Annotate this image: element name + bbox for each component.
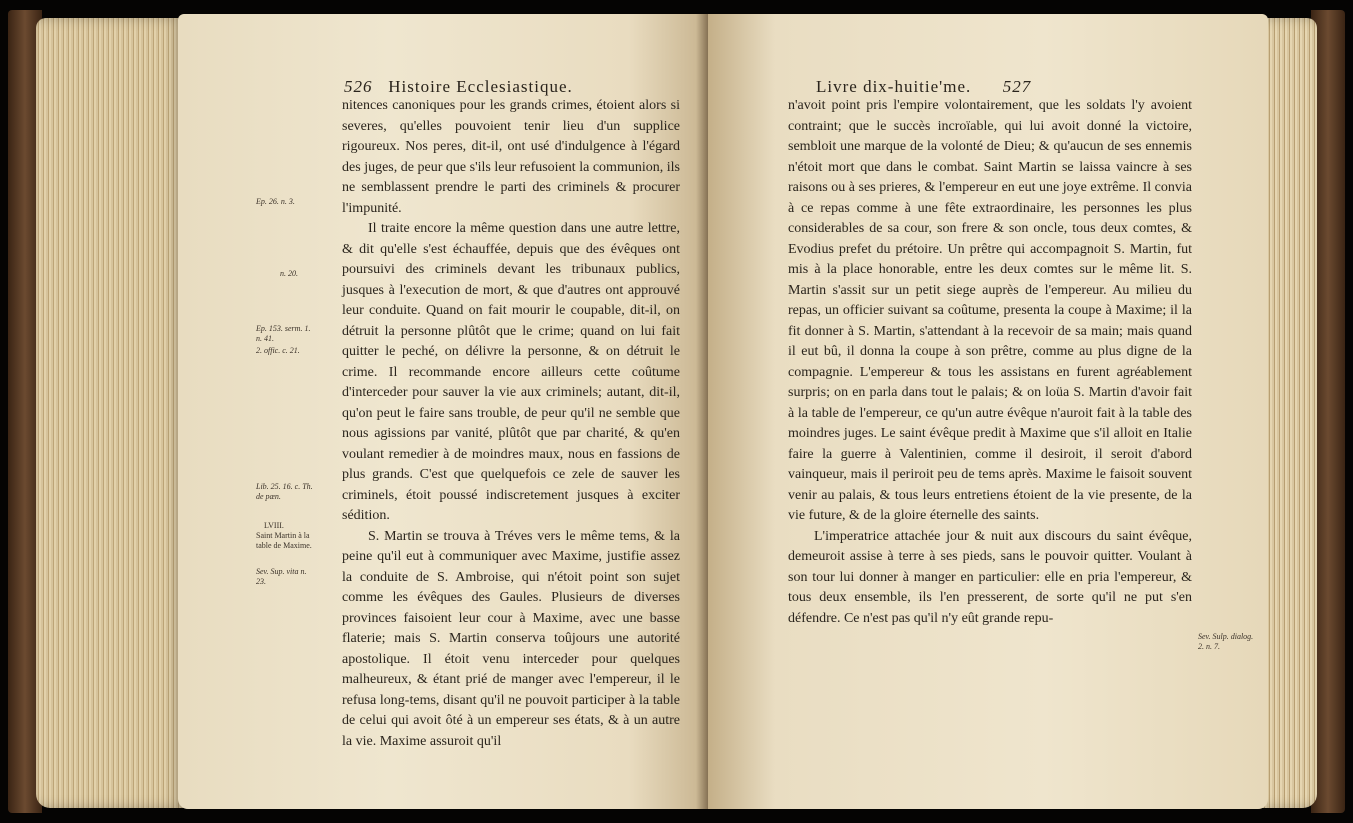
right-page <box>708 14 1268 809</box>
page-edges-left <box>36 18 184 808</box>
paragraph: nitences canoniques pour les grands crimes, étoient alors si severes, qu'elles pouvoient tenir lieu d'un supplice rigoureux. Nos peres, dit-il, ont usé d'indulgence à l'égard des juges, de peur que s'ils leur refusoient la communion, ils ne semblassent prendre le parti des criminels & procurer l'impunité. <box>342 98 680 216</box>
right-running-head <box>816 77 1031 97</box>
left-running-head <box>344 77 573 97</box>
open-book <box>8 10 1345 813</box>
paragraph: S. Martin se trouva à Tréves vers le même tems, & la peine qu'il eut à communiquer avec Maxime, justifie assez la conduite de S. Ambroise, qui n'étoit point son sujet comme les évêques des Gaules. Plusieurs de diverses provinces faisoient leur cour à Maxime, avec une basse flaterie; mais S. Martin conserva toûjours une autorité apostolique. Il étoit venu interceder pour quelques malheureux, & étant prié de manger avec l'empereur, il le refusa long-tems, disant qu'il ne pouvoit participer à la table de celui qui avoit ôté à un empereur ses états, & à un autre la vie. Maxime assuroit qu'il <box>342 528 680 749</box>
margin-note: Sev. Sulp. dialog. 2. n. 7. <box>1198 632 1254 651</box>
paragraph: L'imperatrice attachée jour & nuit aux discours du saint évêque, demeuroit assise à terre à ses pieds, sans le pouvoir quitter. Voulant à son tour lui donner à manger en particulier: elle en pria l'empereur, & tous deux ensemble, ils l'en presserent, de sorte qu'il ne put s'en défendre. Ce n'est pas qu'il n'y eût grande repu- <box>788 528 1192 626</box>
margin-note: Sev. Sup. vita n. 23. <box>256 567 307 586</box>
left-page-number: 526 <box>344 77 373 96</box>
paragraph: Il traite encore la même question dans une autre lettre, & dit qu'elle s'est échauffée, depuis que des évêques ont poursuivi des criminels devant les tribunaux publics, jusques à l'execution de mort, & que d'autres ont approuvé leur conduite. Quand on fait mourir le coupable, dit-il, on détruit la personne plûtôt que le crime; quand on lui fait quitter le peché, on délivre la personne, & on détruit le crime. Il recommande encore ailleurs cette coûtume d'interceder pour sauver la vie aux criminels; autant, dit-il, qu'on peut le faire sans trouble, de peur qu'il ne semble que nous agissions par vanité, plûtôt que par charité, & qu'en voulant remedier à de moindres maux, nous en fassions de plus grands. C'est que quelquefois ce zele de sauver les criminels, étoit poussé indiscretement jusques à exciter sédition. <box>342 221 680 523</box>
right-page-number: 527 <box>1002 77 1032 96</box>
left-body-text <box>342 96 680 752</box>
margin-note: Ep. 26. n. 3. <box>256 197 295 206</box>
margin-note: 2. offic. c. 21. <box>256 346 300 355</box>
section-number: LVIII. <box>264 521 284 530</box>
right-running-title: Livre dix-huitie'me. <box>816 77 972 96</box>
margin-note-summary: Saint Martin à la table de Maxime. <box>256 531 312 550</box>
right-body-text <box>788 96 1192 629</box>
margin-note: Lib. 25. 16. c. Th. de pæn. <box>256 482 313 501</box>
paragraph: n'avoit point pris l'empire volontairement, que les soldats l'y avoient contraint; que le succès incroïable, qui lui avoit donné la victoire, sembloit une marque de la volonté de Dieu; & qu'aucun de ses ennemis n'étoit mort que dans le combat. Saint Martin se laissa vaincre à ses raisons ou à ses prieres, & l'empereur en eut une joye extrême. Il convia à ce repas comme à une fête extraordinaire, les personnes les plus considerables de sa cour, son frere & son oncle, tous deux comtes, & Evodius prefet du prétoire. Un prêtre qui accompagnoit S. Martin, fut mis à la place honorable, entre les deux comtes sur le même lit. S. Martin s'assit sur un petit siege auprès de l'empereur. Au milieu du repas, un officier suivant sa coûtume, presenta la coupe à Maxime; il la fit donner à S. Martin, s'attendant à la recevoir de sa main; mais quand il eut bû, il donna la coupe à son prêtre, comme au plus digne de la compagnie. L'empereur & tous les assistans en furent agréablement surpris; on en parla dans tout le palais; & on loüa S. Martin d'avoir fait à la table de l'empereur, ce qu'un autre évêque n'auroit fait à la table des moindres juges. Le saint évêque predit à Maxime que s'il alloit en Italie faire la guerre à Valentinien, comme il desiroit, il seroit d'abord vainqueur, mais il periroit peu de tems après. Maxime le faisoit souvent venir au palais, & tous leurs entretiens étoient de la vie presente, de la vie future, & de la gloire éternelle des saints. <box>788 98 1192 523</box>
margin-note: n. 20. <box>280 269 298 278</box>
left-page <box>178 14 708 809</box>
left-running-title: Histoire Ecclesiastique. <box>388 77 573 96</box>
margin-note: Ep. 153. serm. 1. n. 41. <box>256 324 311 343</box>
